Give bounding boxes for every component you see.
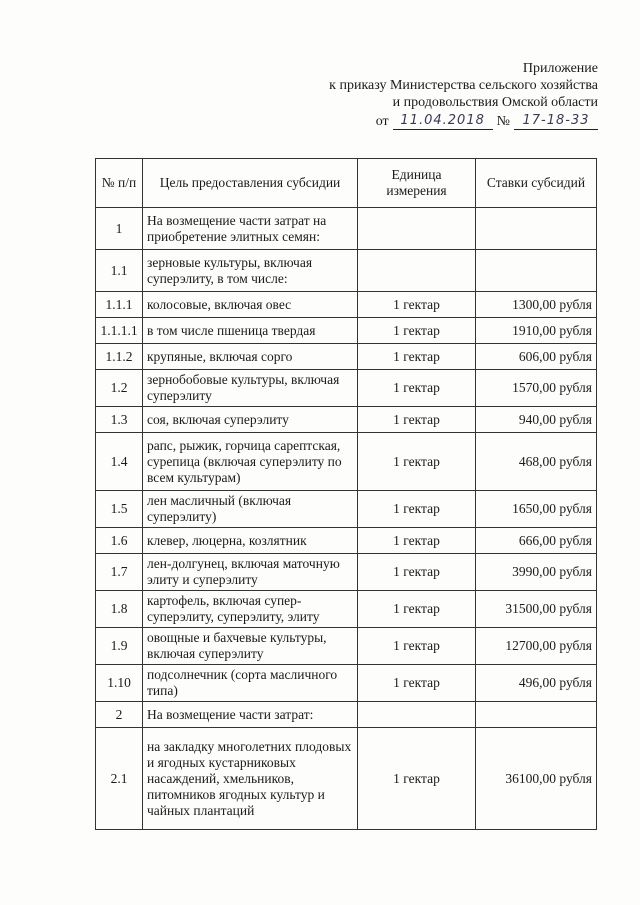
row-unit: 1 гектар [358, 528, 476, 554]
row-rate: 1570,00 рубля [476, 370, 597, 407]
row-unit: 1 гектар [358, 318, 476, 344]
row-rate: 468,00 рубля [476, 433, 597, 491]
row-unit: 1 гектар [358, 665, 476, 702]
row-unit: 1 гектар [358, 433, 476, 491]
row-unit: 1 гектар [358, 491, 476, 528]
row-number: 1.7 [96, 554, 143, 591]
table-row [96, 344, 597, 370]
row-goal: колосовые, включая овес [143, 292, 358, 318]
row-unit: 1 гектар [358, 344, 476, 370]
table-header-row [96, 159, 597, 208]
handwritten-date: 11.04.2018 [393, 112, 493, 130]
appendix-header [329, 60, 598, 130]
order-line-2: и продовольствия Омской области [392, 95, 598, 110]
row-rate [476, 208, 597, 250]
row-goal: овощные и бахчевые культуры, включая суперэлиту [143, 628, 358, 665]
table-row [96, 318, 597, 344]
row-rate: 666,00 рубля [476, 528, 597, 554]
row-unit: 1 гектар [358, 554, 476, 591]
row-goal: картофель, включая супер-суперэлиту, суперэлиту, элиту [143, 591, 358, 628]
table-row [96, 370, 597, 407]
row-unit: 1 гектар [358, 591, 476, 628]
row-number: 1.10 [96, 665, 143, 702]
handwritten-number: 17-18-33 [514, 112, 598, 130]
row-unit: 1 гектар [358, 728, 476, 830]
table-row [96, 554, 597, 591]
row-rate: 1300,00 рубля [476, 292, 597, 318]
row-goal: зерновые культуры, включая суперэлиту, в том числе: [143, 250, 358, 292]
table-row [96, 250, 597, 292]
row-goal: зернобобовые культуры, включая суперэлиту [143, 370, 358, 407]
row-number: 1.6 [96, 528, 143, 554]
row-number: 1.4 [96, 433, 143, 491]
table-row [96, 407, 597, 433]
header-num: № п/п [96, 159, 143, 208]
row-number: 1.1 [96, 250, 143, 292]
row-goal: На возмещение части затрат: [143, 702, 358, 728]
row-rate: 496,00 рубля [476, 665, 597, 702]
row-goal: клевер, люцерна, козлятник [143, 528, 358, 554]
subsidy-rates-table [95, 158, 597, 830]
row-unit [358, 250, 476, 292]
table-row [96, 528, 597, 554]
row-rate: 940,00 рубля [476, 407, 597, 433]
order-line-1: к приказу Министерства сельского хозяйства [329, 78, 598, 93]
header-goal: Цель предоставления субсидии [143, 159, 358, 208]
row-number: 1.8 [96, 591, 143, 628]
row-rate: 606,00 рубля [476, 344, 597, 370]
row-goal: соя, включая суперэлиту [143, 407, 358, 433]
appendix-title: Приложение [522, 61, 598, 76]
row-goal: на закладку многолетних плодовых и ягодных кустарниковых насаждений, хмельников, питомников ягодных культур и чайных плантаций [143, 728, 358, 830]
row-number: 1.2 [96, 370, 143, 407]
header-rate: Ставки субсидий [476, 159, 597, 208]
row-rate [476, 250, 597, 292]
row-goal: подсолнечник (сорта масличного типа) [143, 665, 358, 702]
row-rate: 1910,00 рубля [476, 318, 597, 344]
table-row [96, 591, 597, 628]
row-goal: лен-долгунец, включая маточную элиту и суперэлиту [143, 554, 358, 591]
row-rate: 3990,00 рубля [476, 554, 597, 591]
table-row [96, 292, 597, 318]
row-number: 1.3 [96, 407, 143, 433]
row-rate [476, 702, 597, 728]
order-date-number [329, 112, 598, 130]
row-goal: в том числе пшеница твердая [143, 318, 358, 344]
row-rate: 31500,00 рубля [476, 591, 597, 628]
row-rate: 12700,00 рубля [476, 628, 597, 665]
row-unit: 1 гектар [358, 292, 476, 318]
table-row [96, 628, 597, 665]
header-unit: Единица измерения [358, 159, 476, 208]
row-number: 1.1.1.1 [96, 318, 143, 344]
table-row [96, 433, 597, 491]
row-rate: 36100,00 рубля [476, 728, 597, 830]
number-label: № [496, 114, 510, 129]
table-row [96, 491, 597, 528]
row-goal: лен масличный (включая суперэлиту) [143, 491, 358, 528]
row-unit [358, 702, 476, 728]
row-unit: 1 гектар [358, 628, 476, 665]
table-body [96, 208, 597, 830]
row-number: 2 [96, 702, 143, 728]
row-number: 1.1.1 [96, 292, 143, 318]
row-unit [358, 208, 476, 250]
row-goal: рапс, рыжик, горчица сарептская, сурепица (включая суперэлиту по всем культурам) [143, 433, 358, 491]
row-goal: крупяные, включая сорго [143, 344, 358, 370]
row-unit: 1 гектар [358, 407, 476, 433]
row-number: 2.1 [96, 728, 143, 830]
from-label: от [375, 114, 389, 129]
table-row [96, 208, 597, 250]
row-number: 1.9 [96, 628, 143, 665]
table-row [96, 702, 597, 728]
table-row [96, 728, 597, 830]
row-unit: 1 гектар [358, 370, 476, 407]
row-rate: 1650,00 рубля [476, 491, 597, 528]
row-goal: На возмещение части затрат на приобретение элитных семян: [143, 208, 358, 250]
row-number: 1 [96, 208, 143, 250]
table-row [96, 665, 597, 702]
row-number: 1.1.2 [96, 344, 143, 370]
row-number: 1.5 [96, 491, 143, 528]
